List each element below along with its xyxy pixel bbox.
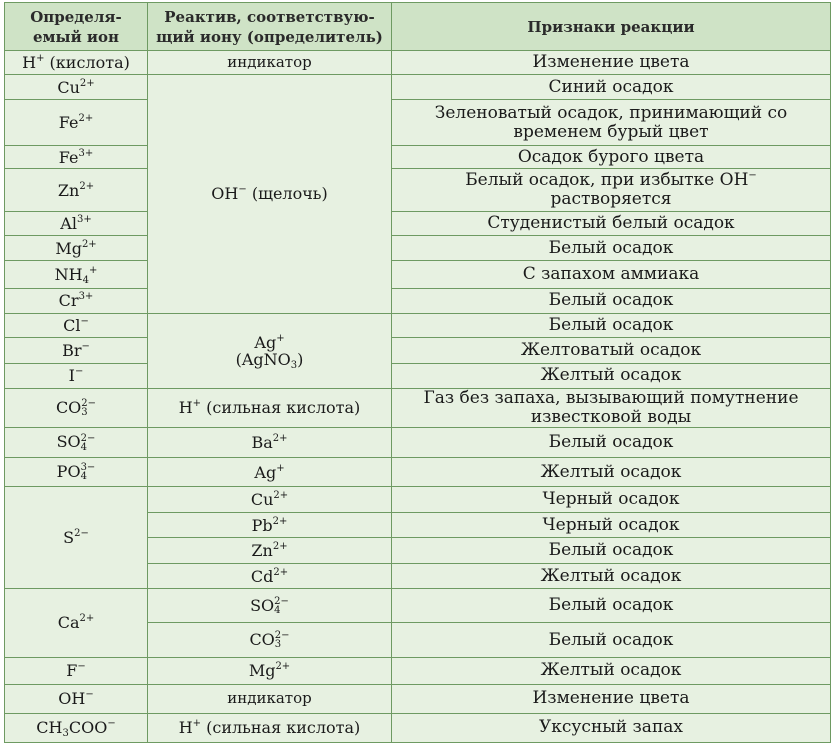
sign-cell: Синий осадок [392,75,831,100]
ion-cell: $Zn^{2+}$ [5,169,148,212]
reagent-cell: CO 2− 3 [148,623,392,657]
header-reagent: Реактив, соответствую- щий иону (определитель) [148,3,392,51]
reagent-cell: $Zn^{2+}$ [148,538,392,564]
table-row [5,713,831,742]
sign-cell: Белый осадок [392,623,831,657]
table-row [5,388,831,427]
table-row [5,684,831,713]
ion-cell: H+ (кислота) [5,51,148,75]
reagent-cell: индикатор [148,684,392,713]
table-row [5,427,831,457]
sign-cell: Газ без запаха, вызывающий помутнение известковой воды [392,388,831,427]
ion-cell: Cl− [5,313,148,337]
sign-cell: Черный осадок [392,487,831,513]
ion-cell: F− [5,657,148,684]
sign-cell: Белый осадок [392,538,831,564]
reagent-cell: $Ba^{2+}$ [148,427,392,457]
ion-cell: $Cu^{2+}$ [5,75,148,100]
sign-cell: Белый осадок [392,427,831,457]
sign-cell: Белый осадок [392,589,831,623]
reagent-cell-oh: OH− (щелочь) [148,75,392,314]
ion-cell: $CH_3COO^-$ [5,713,148,742]
ion-cell-ca: $Ca^{2+}$ [5,589,148,657]
reagent-cell: индикатор [148,51,392,75]
ion-cell: CO 2− 3 [5,388,148,427]
table-row [5,236,831,260]
ion-cell: I− [5,363,148,388]
sign-cell: Осадок бурого цвета [392,146,831,169]
reagent-cell: SO 2− 4 [148,589,392,623]
table-row [5,337,831,363]
sign-cell: Белый осадок [392,313,831,337]
reagent-cell: $Cd^{2+}$ [148,564,392,589]
ion-cell: PO 3− 4 [5,458,148,487]
ion-cell: SO 2− 4 [5,427,148,457]
table-row [5,146,831,169]
sign-cell: Изменение цвета [392,51,831,75]
reagent-cell: $Cu^{2+}$ [148,487,392,513]
ion-cell-s: $S^{2-}$ [5,487,148,589]
header-ion: Определя- емый ион [5,3,148,51]
sign-cell: Желтоватый осадок [392,337,831,363]
sign-cell: Желтый осадок [392,363,831,388]
ion-cell: $Fe^{3+}$ [5,146,148,169]
table-row [5,288,831,313]
reagent-cell: H+ (сильная кислота) [148,713,392,742]
table-row [5,75,831,100]
ion-cell: Br− [5,337,148,363]
header-row [5,3,831,51]
table-row [5,363,831,388]
reagent-cell: H+ (сильная кислота) [148,388,392,427]
ion-cell: $Fe^{2+}$ [5,100,148,146]
sign-cell: Черный осадок [392,513,831,538]
reagent-cell-ag: Ag+ (AgNO$_3$) [148,313,392,388]
sign-cell: Зеленоватый осадок, принимающий со временем бурый цвет [392,100,831,146]
reagent-cell: $Mg^{2+}$ [148,657,392,684]
ion-cell: $Al^{3+}$ [5,212,148,236]
table-row [5,212,831,236]
table-row [5,100,831,146]
reagent-cell: Ag+ [148,458,392,487]
sign-cell: Белый осадок [392,236,831,260]
table-row [5,589,831,623]
sign-cell: Уксусный запах [392,713,831,742]
sign-cell: Изменение цвета [392,684,831,713]
ion-cell: $NH_4^+$ [5,260,148,288]
table-row [5,657,831,684]
table-row [5,458,831,487]
table-row [5,51,831,75]
table-row [5,169,831,212]
ion-cell: $Mg^{2+}$ [5,236,148,260]
header-sign: Признаки реакции [392,3,831,51]
sign-cell: Студенистый белый осадок [392,212,831,236]
sign-cell: Желтый осадок [392,458,831,487]
sign-cell: Желтый осадок [392,657,831,684]
sign-cell: Желтый осадок [392,564,831,589]
table-row [5,487,831,513]
ion-reactions-table [4,2,831,743]
sign-cell: Белый осадок [392,288,831,313]
ion-cell: $Cr^{3+}$ [5,288,148,313]
sign-cell: С запахом аммиака [392,260,831,288]
table-row [5,260,831,288]
table-row [5,313,831,337]
ion-cell: OH− [5,684,148,713]
sign-cell: Белый осадок, при избытке OH− растворяется [392,169,831,212]
table-header [5,3,831,51]
reagent-cell: $Pb^{2+}$ [148,513,392,538]
